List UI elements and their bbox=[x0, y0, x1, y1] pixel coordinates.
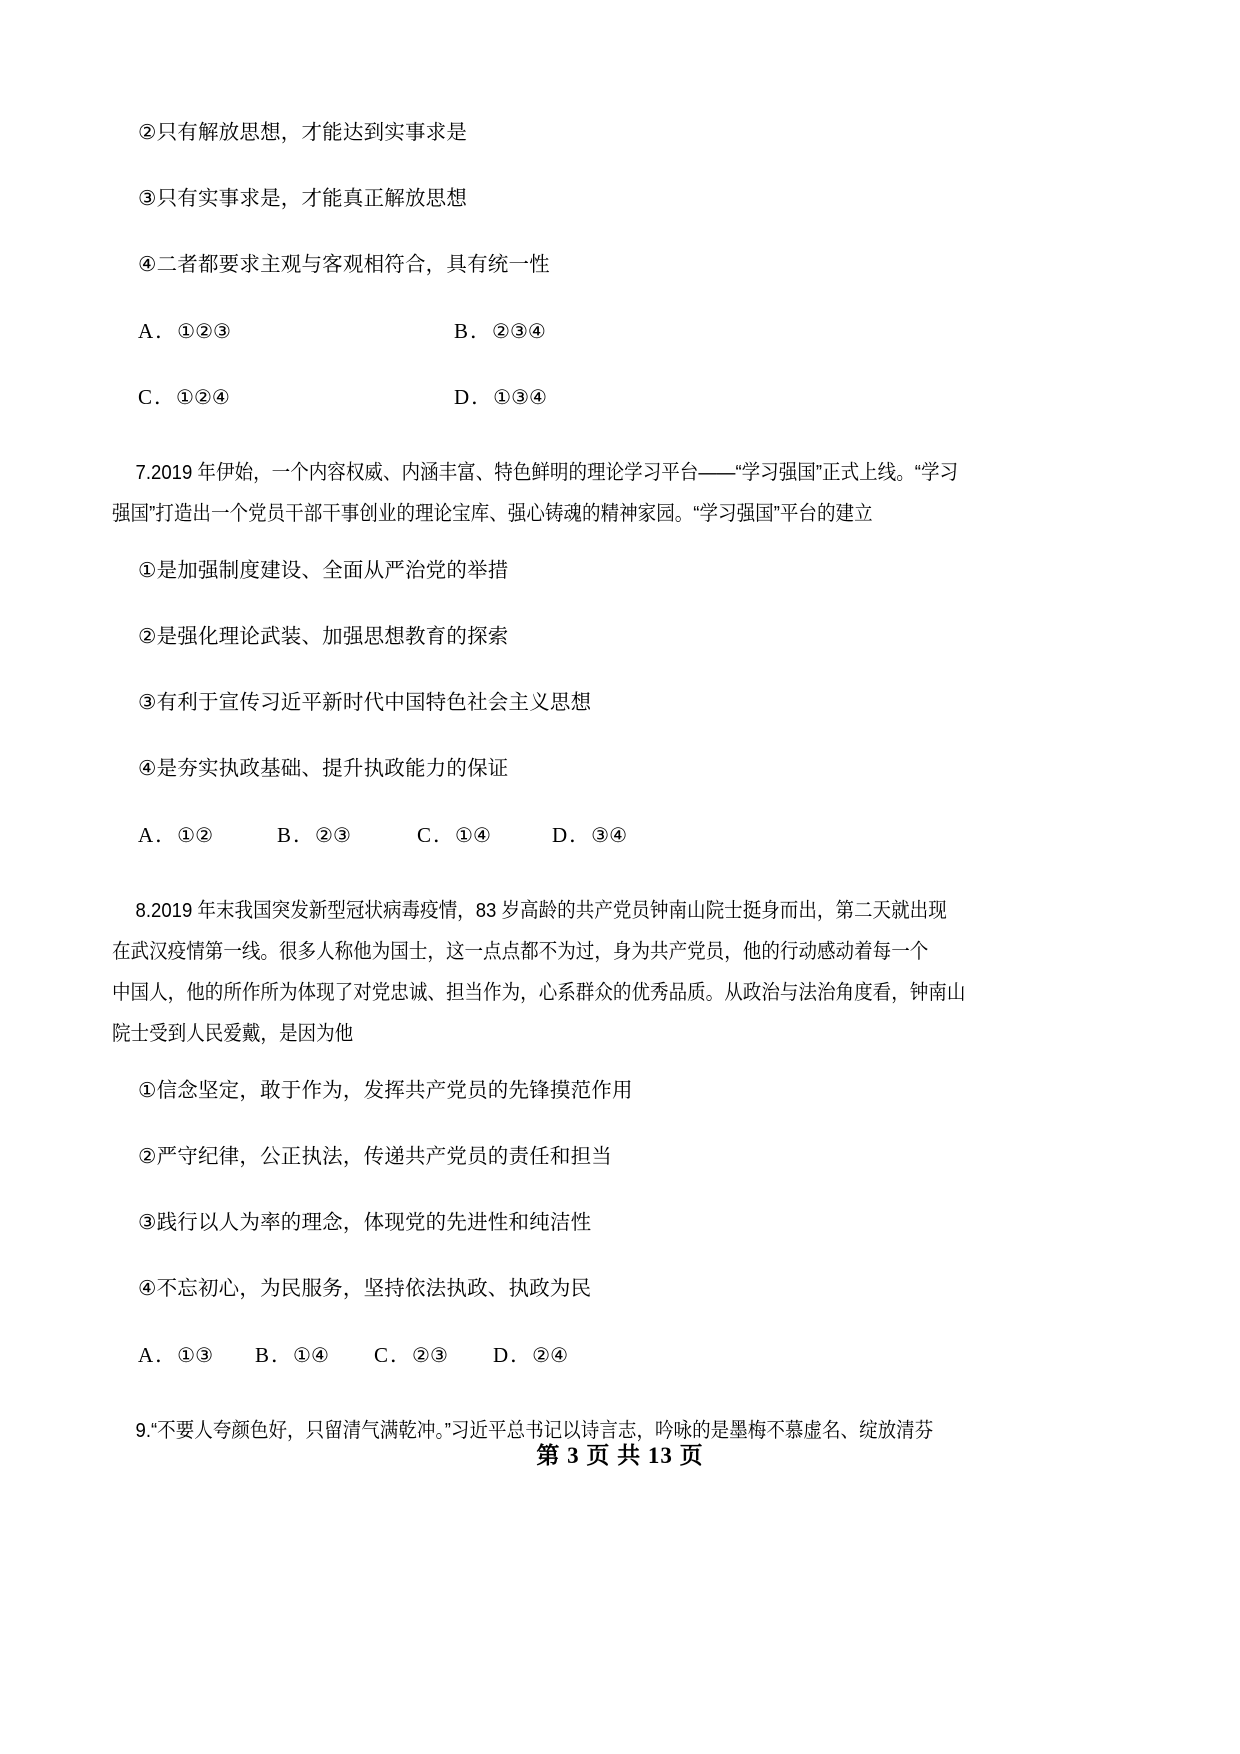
q8-statement-2: ②严守纪律，公正执法，传递共产党员的责任和担当 bbox=[138, 1145, 612, 1168]
q6-answer-c-value: ①②④ bbox=[176, 387, 230, 409]
q7-answer-a[interactable] bbox=[138, 820, 213, 851]
q6-answer-a[interactable] bbox=[138, 316, 231, 347]
q8-answers-row bbox=[112, 1340, 1130, 1370]
q7-answer-c-sep: ． bbox=[433, 823, 455, 847]
q8-answer-a[interactable] bbox=[138, 1340, 213, 1371]
q7-answer-d[interactable] bbox=[552, 820, 627, 851]
q6-answer-a-sep: ． bbox=[155, 319, 177, 343]
q6-statement-2: ②只有解放思想，才能达到实事求是 bbox=[138, 121, 468, 144]
q7-statement-2: ②是强化理论武装、加强思想教育的探索 bbox=[138, 625, 509, 648]
q8-answer-c-value: ②③ bbox=[412, 1345, 448, 1367]
q8-body-line-4: 院士受到人民爱戴，是因为他 bbox=[112, 1022, 354, 1045]
q6-answer-c[interactable] bbox=[138, 382, 230, 413]
q8-answer-d-label: D bbox=[493, 1343, 510, 1367]
q8-answer-d-value: ②④ bbox=[532, 1345, 569, 1367]
q8-body-line-3: 中国人，他的所作所为体现了对党忠诚、担当作为，心系群众的优秀品质。从政治与法治角度看，钟南山 bbox=[112, 981, 966, 1004]
q8-answer-d[interactable] bbox=[493, 1340, 568, 1371]
q7-answer-b-sep: ． bbox=[293, 823, 315, 847]
q8-answer-c-label: C bbox=[374, 1343, 390, 1367]
page-footer: 第 3 页 共 13 页 bbox=[536, 1443, 704, 1468]
q8-answer-c[interactable] bbox=[374, 1340, 448, 1371]
q7-statement-3: ③有利于宣传习近平新时代中国特色社会主义思想 bbox=[138, 691, 592, 714]
q6-answer-b-sep: ． bbox=[470, 319, 492, 343]
q7-answer-c-value: ①④ bbox=[455, 825, 491, 847]
q8-answer-c-sep: ． bbox=[390, 1343, 412, 1367]
q7-answer-d-label: D bbox=[552, 823, 569, 847]
q6-answer-b-label: B bbox=[454, 319, 470, 343]
q8-answer-a-label: A bbox=[138, 1343, 155, 1367]
q6-answer-c-sep: ． bbox=[154, 385, 176, 409]
q7-answer-c-label: C bbox=[417, 823, 433, 847]
q8-answer-b-label: B bbox=[255, 1343, 271, 1367]
q7-answer-b-value: ②③ bbox=[315, 825, 351, 847]
q7-body-line-1: 7.2019 年伊始，一个内容权威、内涵丰富、特色鲜明的理论学习平台——“学习强国”正式上线。“学习 bbox=[135, 461, 959, 484]
q8-body-line-2: 在武汉疫情第一线。很多人称他为国士，这一点点都不为过，身为共产党员，他的行动感动着每一个 bbox=[112, 940, 929, 963]
q8-answer-a-sep: ． bbox=[155, 1343, 177, 1367]
q7-answer-c[interactable] bbox=[417, 820, 491, 851]
q6-answer-d-label: D bbox=[454, 385, 471, 409]
q7-statement-1: ①是加强制度建设、全面从严治党的举措 bbox=[138, 559, 509, 582]
q8-body-line-1: 8.2019 年末我国突发新型冠状病毒疫情，83 岁高龄的共产党员钟南山院士挺身而出，第二天就出现 bbox=[135, 899, 947, 922]
q6-answer-d[interactable] bbox=[454, 382, 547, 413]
q6-answer-a-value: ①②③ bbox=[177, 321, 231, 343]
q6-answers-row-2 bbox=[112, 382, 1130, 412]
q7-answer-d-sep: ． bbox=[569, 823, 591, 847]
q8-statement-3: ③践行以人为率的理念，体现党的先进性和纯洁性 bbox=[138, 1211, 592, 1234]
q6-answer-a-label: A bbox=[138, 319, 155, 343]
q9-body-line-1: 9.“不要人夸颜色好，只留清气满乾冲。”习近平总书记以诗言志，吟咏的是墨梅不慕虚名、绽放清芬 bbox=[135, 1419, 934, 1442]
q7-answers-row bbox=[112, 820, 1130, 850]
page-content bbox=[112, 118, 1130, 1451]
q7-answer-b-label: B bbox=[277, 823, 293, 847]
q7-body bbox=[112, 452, 1130, 534]
q8-answer-a-value: ①③ bbox=[177, 1345, 214, 1367]
q7-answer-a-sep: ． bbox=[155, 823, 177, 847]
q8-statement-4: ④不忘初心，为民服务，坚持依法执政、执政为民 bbox=[138, 1277, 592, 1300]
q7-statement-4: ④是夯实执政基础、提升执政能力的保证 bbox=[138, 757, 509, 780]
q8-answer-b[interactable] bbox=[255, 1340, 329, 1371]
q6-statement-4: ④二者都要求主观与客观相符合，具有统一性 bbox=[138, 253, 550, 276]
q6-answer-b-value: ②③④ bbox=[492, 321, 546, 343]
q6-answers-row-1 bbox=[112, 316, 1130, 346]
q6-answer-b[interactable] bbox=[454, 316, 546, 347]
q8-answer-b-value: ①④ bbox=[293, 1345, 329, 1367]
q8-body bbox=[112, 890, 1130, 1054]
q8-answer-b-sep: ． bbox=[271, 1343, 293, 1367]
q6-answer-d-value: ①③④ bbox=[493, 387, 547, 409]
q6-answer-d-sep: ． bbox=[471, 385, 493, 409]
q7-answer-d-value: ③④ bbox=[591, 825, 628, 847]
q7-body-line-2: 强国”打造出一个党员干部干事创业的理论宝库、强心铸魂的精神家园。“学习强国”平台的建立 bbox=[112, 502, 873, 525]
q8-answer-d-sep: ． bbox=[510, 1343, 532, 1367]
q7-answer-a-value: ①② bbox=[177, 825, 214, 847]
q8-statement-1: ①信念坚定，敢于作为，发挥共产党员的先锋摸范作用 bbox=[138, 1079, 633, 1102]
q7-answer-a-label: A bbox=[138, 823, 155, 847]
q6-answer-c-label: C bbox=[138, 385, 154, 409]
q6-statement-3: ③只有实事求是，才能真正解放思想 bbox=[138, 187, 468, 210]
q7-answer-b[interactable] bbox=[277, 820, 351, 851]
